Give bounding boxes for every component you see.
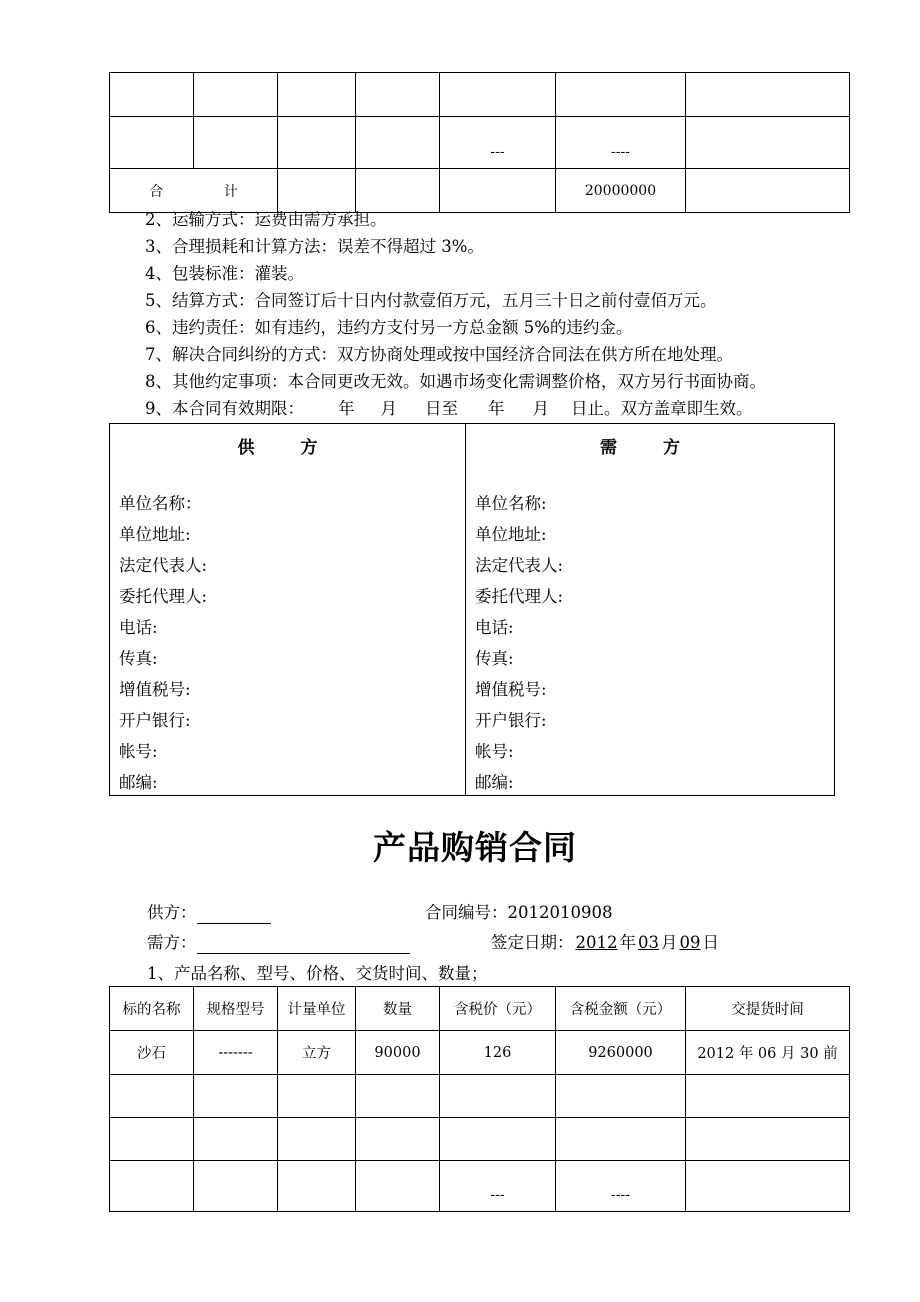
- cell-unit: 立方: [278, 1031, 356, 1075]
- table-cell: [278, 73, 356, 117]
- validity-year2: 年: [488, 399, 505, 418]
- column-header: 含税价（元）: [440, 987, 556, 1031]
- column-header: 规格型号: [194, 987, 278, 1031]
- buyer-field: 电话:: [475, 618, 514, 637]
- contract-no-value: 2012010908: [507, 903, 613, 922]
- table-cell: [686, 1075, 850, 1118]
- supplier-blank: [197, 904, 271, 924]
- table-cell: [278, 169, 356, 213]
- table-header-row: [110, 987, 850, 1031]
- table-cell-dash: ----: [556, 1161, 686, 1212]
- table-row: [110, 73, 850, 117]
- buyer-line: [147, 932, 410, 954]
- contract-no-label: 合同编号：: [425, 903, 508, 922]
- table-cell: [686, 117, 850, 169]
- table-cell: [194, 117, 278, 169]
- table-cell: [556, 1075, 686, 1118]
- buyer-field: 开户银行:: [475, 711, 547, 730]
- table-cell: [356, 73, 440, 117]
- table-cell: [194, 1161, 278, 1212]
- supplier-field: 委托代理人:: [119, 587, 208, 606]
- buyer-field: 增值税号:: [475, 680, 547, 699]
- table-cell: [278, 1075, 356, 1118]
- buyer-field: 委托代理人:: [475, 587, 564, 606]
- supplier-line: [147, 902, 271, 924]
- table-cell: [110, 1075, 194, 1118]
- year-char: 年: [619, 933, 636, 952]
- table-cell: [194, 73, 278, 117]
- table-row: [110, 1031, 850, 1075]
- column-header: 含税金额（元）: [556, 987, 686, 1031]
- table-cell: [110, 73, 194, 117]
- table-cell: [686, 1161, 850, 1212]
- table-cell: [356, 1075, 440, 1118]
- validity-suffix: 日止。双方盖章即生效。: [571, 399, 753, 418]
- table-cell: [356, 1118, 440, 1161]
- cell-spec: -------: [194, 1031, 278, 1075]
- supplier-field: 增值税号:: [119, 680, 191, 699]
- supplier-label: 供方：: [147, 903, 197, 922]
- buyer-field: 传真:: [475, 649, 514, 668]
- total-label: 合 计: [110, 169, 278, 213]
- table-cell: [110, 117, 194, 169]
- supplier-field: 帐号:: [119, 742, 158, 761]
- table-cell: [356, 1161, 440, 1212]
- table-cell: [686, 169, 850, 213]
- cell-amount: 9260000: [556, 1031, 686, 1075]
- total-amount: 20000000: [556, 169, 686, 213]
- buyer-heading: 需 方: [600, 438, 700, 458]
- validity-year1: 年: [338, 399, 355, 418]
- signature-box: [109, 423, 835, 796]
- clause-liability: 6、违约责任：如有违约，违约方支付另一方总金额 5%的违约金。: [145, 318, 633, 337]
- table-cell: [686, 73, 850, 117]
- validity-day-to: 日至: [425, 399, 458, 418]
- buyer-column: [466, 424, 834, 795]
- day-char: 日: [702, 933, 719, 952]
- supplier-field: 开户银行:: [119, 711, 191, 730]
- table-cell-dash: ---: [440, 1161, 556, 1212]
- buyer-label: 需方：: [147, 933, 197, 952]
- table-cell: [194, 1075, 278, 1118]
- clause-other: 8、其他约定事项：本合同更改无效。如遇市场变化需调整价格，双方另行书面协商。: [145, 372, 766, 391]
- column-header: 交提货时间: [686, 987, 850, 1031]
- clause-dispute: 7、解决合同纠纷的方式：双方协商处理或按中国经济合同法在供方所在地处理。: [145, 345, 733, 364]
- buyer-field: 单位名称:: [475, 494, 547, 513]
- clause-packaging: 4、包装标准：灌装。: [145, 264, 304, 283]
- buyer-blank: [197, 934, 410, 954]
- sign-day: 09: [679, 933, 701, 952]
- clause-transport: 2、运输方式：运费由需方承担。: [145, 210, 387, 229]
- table-row: [110, 117, 850, 169]
- validity-month1: 月: [380, 399, 397, 418]
- buyer-field: 帐号:: [475, 742, 514, 761]
- supplier-field: 法定代表人:: [119, 556, 208, 575]
- supplier-field: 电话:: [119, 618, 158, 637]
- table-row: [110, 1075, 850, 1118]
- buyer-field: 单位地址:: [475, 525, 547, 544]
- buyer-field: 法定代表人:: [475, 556, 564, 575]
- table-cell-dash: ----: [556, 117, 686, 169]
- top-product-table-continued: [109, 72, 850, 213]
- cell-unit-price: 126: [440, 1031, 556, 1075]
- supplier-field-list: [119, 493, 207, 803]
- supplier-field: 单位地址:: [119, 525, 191, 544]
- table-cell: [278, 1161, 356, 1212]
- table-cell: [556, 73, 686, 117]
- table-cell: [440, 73, 556, 117]
- page-title: 产品购销合同: [373, 828, 577, 867]
- supplier-field: 单位名称：: [119, 494, 202, 513]
- table-cell: [556, 1118, 686, 1161]
- table-cell: [110, 1118, 194, 1161]
- column-header: 计量单位: [278, 987, 356, 1031]
- sign-month: 03: [638, 933, 659, 952]
- table-row: [110, 1118, 850, 1161]
- supplier-field: 邮编:: [119, 773, 158, 792]
- table-cell: [356, 169, 440, 213]
- column-header: 标的名称: [110, 987, 194, 1031]
- table-cell: [686, 1118, 850, 1161]
- table-row: [110, 1161, 850, 1212]
- sign-year: 2012: [575, 933, 618, 952]
- sign-date-label: 签定日期：: [491, 933, 574, 952]
- supplier-field: 传真:: [119, 649, 158, 668]
- table-cell: [278, 117, 356, 169]
- total-row: [110, 169, 850, 213]
- clause-validity: [145, 398, 753, 420]
- clause-loss: 3、合理损耗和计算方法：误差不得超过 3%。: [145, 237, 484, 256]
- month-char: 月: [661, 933, 678, 952]
- table-cell: [110, 1161, 194, 1212]
- validity-prefix: 9、本合同有效期限：: [145, 399, 304, 418]
- cell-delivery-time: 2012 年 06 月 30 前: [686, 1031, 850, 1075]
- cell-quantity: 90000: [356, 1031, 440, 1075]
- table-cell: [278, 1118, 356, 1161]
- table-cell-dash: ---: [440, 117, 556, 169]
- clause-settlement: 5、结算方式：合同签订后十日内付款壹佰万元，五月三十日之前付壹佰万元。: [145, 291, 717, 310]
- table-cell: [440, 1075, 556, 1118]
- table-cell: [356, 117, 440, 169]
- cell-item-name: 沙石: [110, 1031, 194, 1075]
- supplier-column: [110, 424, 466, 795]
- table-cell: [440, 169, 556, 213]
- validity-month2: 月: [532, 399, 549, 418]
- buyer-field: 邮编:: [475, 773, 514, 792]
- table-cell: [440, 1118, 556, 1161]
- buyer-field-list: [475, 493, 563, 803]
- item1-heading: 1、产品名称、型号、价格、交货时间、数量；: [147, 964, 488, 983]
- table-cell: [194, 1118, 278, 1161]
- supplier-heading: 供 方: [237, 438, 338, 458]
- sign-date-line: [491, 932, 719, 954]
- product-table: [109, 986, 850, 1212]
- contract-no-line: [425, 902, 612, 924]
- column-header: 数量: [356, 987, 440, 1031]
